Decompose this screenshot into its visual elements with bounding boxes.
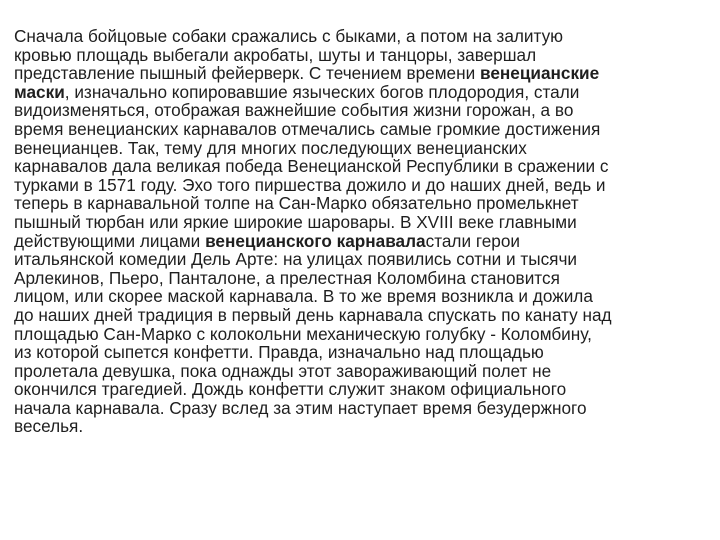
text-line (14, 306, 714, 325)
text-line (14, 287, 714, 306)
text-line (14, 83, 714, 102)
text-run: представление пышный фейерверк. С течением времени (14, 63, 480, 84)
text-line (14, 139, 714, 158)
text-line (14, 325, 714, 344)
text-run: кровью площадь выбегали акробаты, шуты и танцоры, завершал (14, 44, 537, 65)
text-line (14, 250, 714, 269)
text-run: начала карнавала. Сразу вслед за этим наступает время безудержного (14, 397, 587, 418)
text-run: Арлекинов, Пьеро, Панталоне, а прелестная Коломбина становится (14, 267, 560, 288)
text-line (14, 194, 714, 213)
text-line (14, 343, 714, 362)
bold-text-run: венецианские (479, 63, 600, 84)
text-line (14, 380, 714, 399)
text-run: окончился трагедией. Дождь конфетти служит знаком официального (14, 379, 567, 400)
bold-text-run: венецианского карнавала (205, 230, 426, 251)
text-line (14, 417, 714, 436)
text-run: из которой сыпется конфетти. Правда, изначально над площадью (14, 342, 544, 363)
text-run: видоизменяться, отображая важнейшие события жизни горожан, а во (14, 100, 574, 121)
text-line (14, 120, 714, 139)
text-run: площадью Сан-Марко с колокольни механическую голубку - Коломбину, (14, 323, 592, 344)
text-run: , изначально копировавшие языческих богов плодородия, стали (64, 81, 580, 102)
text-run: венецианцев. Так, тему для многих последующих венецианских (14, 137, 527, 158)
text-run: пышный тюрбан или яркие широкие шаровары. В XVIII веке главными (14, 211, 577, 232)
text-run: действующими лицами (14, 230, 206, 251)
bold-text-run: маски (14, 81, 65, 102)
text-run: время венецианских карнавалов отмечались самые громкие достижения (14, 118, 601, 139)
text-line (14, 101, 714, 120)
text-line (14, 213, 714, 232)
text-run: теперь в карнавальной толпе на Сан-Марко обязательно промелькнет (14, 193, 579, 214)
text-line (14, 399, 714, 418)
text-line (14, 46, 714, 65)
text-run: Сначала бойцовые собаки сражались с быками, а потом на залитую (14, 26, 564, 46)
text-run: пролетала девушка, пока однажды этот завораживающий полет не (14, 360, 552, 381)
text-line (14, 176, 714, 195)
text-run: турками в 1571 году. Эхо того пиршества дожило и до наших дней, ведь и (14, 174, 606, 195)
text-line (14, 269, 714, 288)
text-run: до наших дней традиция в первый день карнавала спускать по канату над (14, 304, 612, 325)
text-line (14, 64, 714, 83)
text-line (14, 157, 714, 176)
text-run: карнавалов дала великая победа Венецианской Республики в сражении с (14, 156, 609, 177)
text-run: веселья. (14, 416, 84, 437)
text-run: стали герои (425, 230, 520, 251)
text-run: итальянской комедии Дель Арте: на улицах появились сотни и тысячи (14, 249, 578, 270)
text-line (14, 232, 714, 251)
text-line (14, 27, 714, 46)
text-run: лицом, или скорее маской карнавала. В то же время возникла и дожила (14, 286, 593, 307)
body-text-paragraph (14, 27, 714, 436)
text-line (14, 362, 714, 381)
